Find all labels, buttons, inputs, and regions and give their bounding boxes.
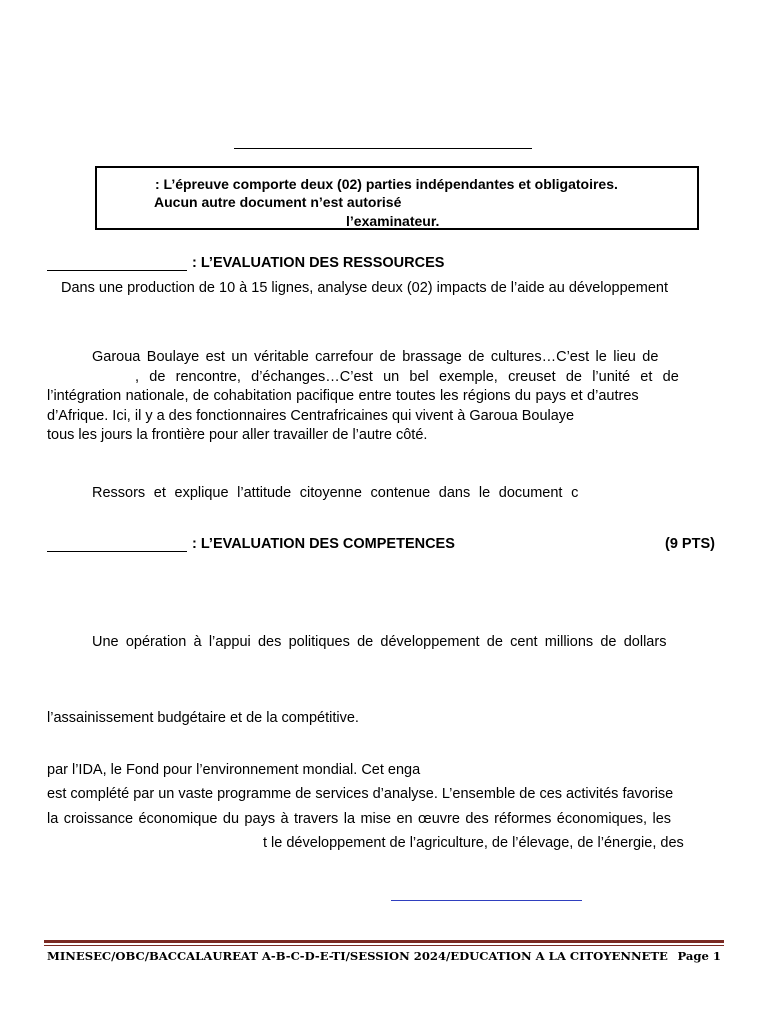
part2-line-2: l’assainissement budgétaire et de la compétitive. xyxy=(47,710,359,726)
page-footer xyxy=(47,949,721,963)
part2-line-1: Une opération à l’appui des politiques de développement de cent millions de dollars xyxy=(92,634,667,650)
footer-rule-thick xyxy=(44,940,724,943)
part1-label-blank xyxy=(47,270,187,271)
instructions-line-2: Aucun autre document n’est autorisé xyxy=(154,194,402,210)
part2-line-3: par l’IDA, le Fond pour l’environnement mondial. Cet enga xyxy=(47,762,421,778)
document-line-2: , de rencontre, d’échanges…C’est un bel exemple, creuset de l’unité et de xyxy=(135,369,679,385)
instructions-line-3: l’examinateur. xyxy=(346,213,440,229)
footer-exam-info: MINESEC/OBC/BACCALAUREAT A-B-C-D-E-TI/SESSION 2024/EDUCATION A LA CITOYENNETE xyxy=(47,949,668,963)
part1-question-1: Dans une production de 10 à 15 lignes, analyse deux (02) impacts de l’aide au développement xyxy=(61,280,668,296)
hyperlink-underline[interactable] xyxy=(391,900,582,901)
title-underline xyxy=(234,148,532,149)
part2-line-5: la croissance économique du pays à travers la mise en œuvre des réformes économiques, les xyxy=(47,811,672,827)
document-line-1: Garoua Boulaye est un véritable carrefour de brassage de cultures…C’est le lieu de xyxy=(92,349,659,365)
document-line-5: tous les jours la frontière pour aller travailler de l’autre côté. xyxy=(47,427,428,443)
instructions-box xyxy=(95,166,699,230)
part2-line-6: t le développement de l’agriculture, de l’élevage, de l’énergie, des xyxy=(263,835,684,851)
document-line-3: l’intégration nationale, de cohabitation pacifique entre toutes les régions du pays et d’autres xyxy=(47,388,639,404)
part2-heading: : L’EVALUATION DES COMPETENCES xyxy=(192,536,455,552)
footer-page-number: Page 1 xyxy=(677,949,721,963)
part2-label-blank xyxy=(47,551,187,552)
instructions-line-1: : L’épreuve comporte deux (02) parties indépendantes et obligatoires. xyxy=(155,176,618,192)
part1-heading: : L’EVALUATION DES RESSOURCES xyxy=(192,255,445,271)
footer-rule-thin xyxy=(44,945,724,946)
part2-points: (9 PTS) xyxy=(665,536,715,552)
part2-line-4: est complété par un vaste programme de services d’analyse. L’ensemble de ces activités favorise xyxy=(47,786,674,802)
document-line-4: d’Afrique. Ici, il y a des fonctionnaires Centrafricaines qui vivent à Garoua Boulaye xyxy=(47,408,575,424)
part1-question-2: Ressors et explique l’attitude citoyenne contenue dans le document c xyxy=(92,485,579,501)
